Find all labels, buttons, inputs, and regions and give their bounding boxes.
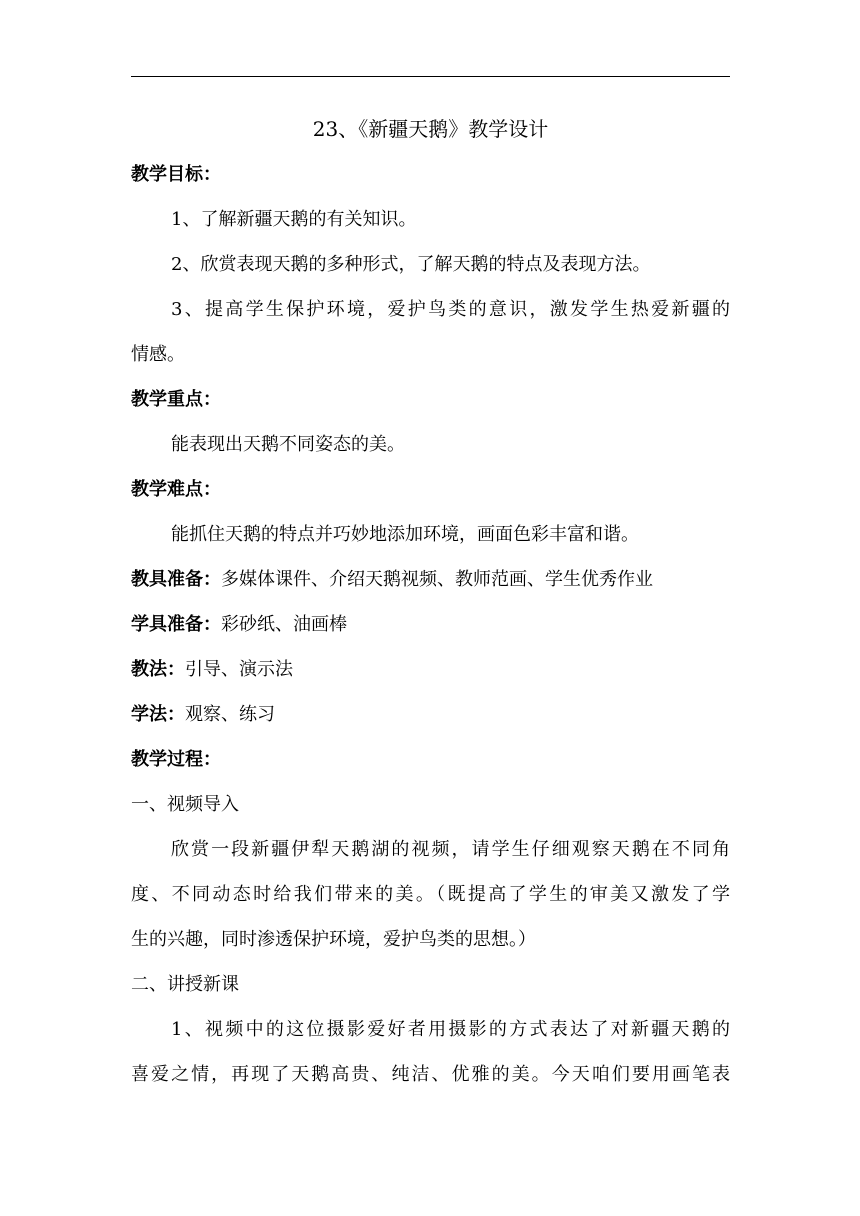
- document-page: [131, 112, 730, 1097]
- learning-method-line: [131, 692, 730, 737]
- objective-item: 1、了解新疆天鹅的有关知识。: [171, 209, 417, 230]
- paragraph-line: 生的兴趣，同时渗透保护环境，爱护鸟类的思想。）: [131, 929, 536, 950]
- difficulty-heading: 教学难点：: [131, 479, 221, 500]
- document-title: 23、《新疆天鹅》教学设计: [312, 117, 549, 141]
- teaching-method-line: [131, 647, 730, 692]
- paragraph-line: 度、不同动态时给我们带来的美。（既提高了学生的审美又激发了学: [131, 884, 730, 905]
- student-prep-text: 彩砂纸、油画棒: [221, 614, 347, 635]
- teacher-prep-text: 多媒体课件、介绍天鹅视频、教师范画、学生优秀作业: [221, 569, 653, 590]
- objective-item-continued: 情感。: [131, 344, 185, 365]
- section-heading-new-lesson: 二、讲授新课: [131, 974, 239, 995]
- paragraph-line: 喜爱之情，再现了天鹅高贵、纯洁、优雅的美。今天咱们要用画笔表: [131, 1064, 730, 1085]
- process-heading: 教学过程：: [131, 749, 221, 770]
- paragraph-line: 1、视频中的这位摄影爱好者用摄影的方式表达了对新疆天鹅的: [171, 1019, 730, 1040]
- key-point-heading: 教学重点：: [131, 389, 221, 410]
- objective-item: 3、提高学生保护环境，爱护鸟类的意识，激发学生热爱新疆的: [171, 299, 730, 320]
- student-prep-line: [131, 602, 730, 647]
- objectives-heading: 教学目标：: [131, 164, 221, 185]
- header-rule: [131, 76, 730, 77]
- objective-item: 2、欣赏表现天鹅的多种形式，了解天鹅的特点及表现方法。: [171, 254, 651, 275]
- section-heading-video-intro: 一、视频导入: [131, 794, 239, 815]
- learning-method-label: 学法：: [131, 704, 185, 725]
- teacher-prep-line: [131, 557, 730, 602]
- teaching-method-text: 引导、演示法: [185, 659, 293, 680]
- paragraph-line: 欣赏一段新疆伊犁天鹅湖的视频，请学生仔细观察天鹅在不同角: [171, 839, 730, 860]
- learning-method-text: 观察、练习: [185, 704, 275, 725]
- teaching-method-label: 教法：: [131, 659, 185, 680]
- teacher-prep-label: 教具准备：: [131, 569, 221, 590]
- student-prep-label: 学具准备：: [131, 614, 221, 635]
- difficulty-text: 能抓住天鹅的特点并巧妙地添加环境，画面色彩丰富和谐。: [171, 524, 639, 545]
- key-point-text: 能表现出天鹅不同姿态的美。: [171, 434, 405, 455]
